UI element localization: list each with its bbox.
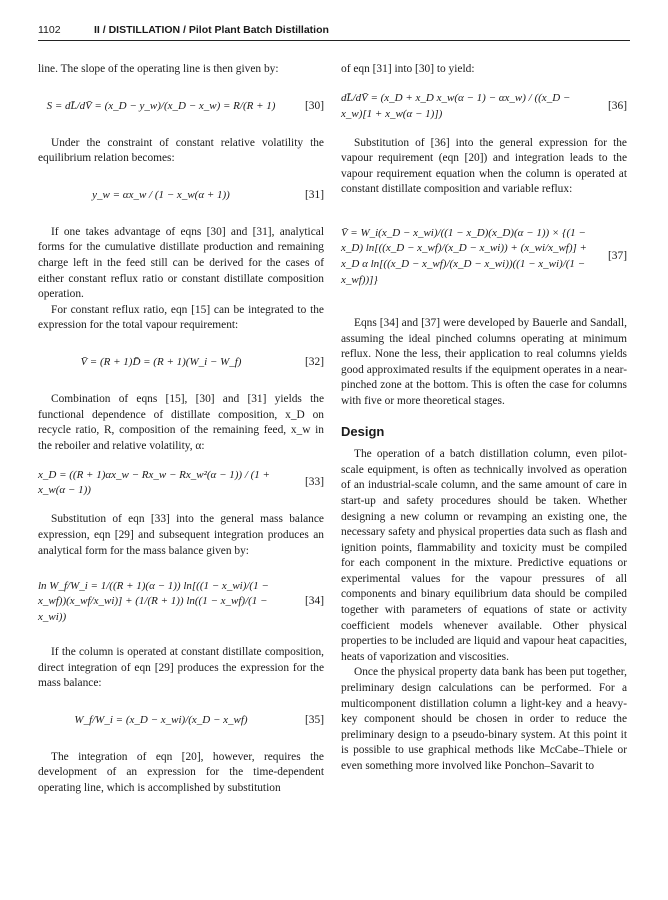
equation-number: [34]	[305, 595, 324, 608]
equation-body: S = dL̄/dV̄ = (x_D − y_w)/(x_D − x_w) = R/(R + 1)	[46, 99, 276, 112]
equation-number: [33]	[305, 476, 324, 489]
right-column	[341, 62, 627, 775]
equation-number: [35]	[305, 714, 324, 727]
paragraph: Substitution of [36] into the general expression for the vapour requirement (eqn [20]) and integration leads to the vapour requirement equation when the column is operated at constant distillate composition and variable reflux:	[341, 136, 627, 196]
equation-34	[38, 569, 324, 635]
paragraph: Substitution of eqn [33] into the general mass balance expression, eqn [29] and subsequent integration produces an analytical form for the mass balance given by:	[38, 513, 324, 557]
paragraph: Under the constraint of constant relative volatility the equilibrium relation becomes:	[38, 136, 324, 165]
paragraph: Eqns [34] and [37] were developed by Bauerle and Sandall, assuming the ideal pinched columns operating at minimum reflux. None the less, their application to real columns yields good approximated results if the equipment operates in a near-pinched zone at the bottom. This is often the case for columns with five or more theoretical stages.	[341, 316, 627, 407]
paragraph: For constant reflux ratio, eqn [15] can be integrated to the expression for the total vapour requirement:	[38, 303, 324, 332]
equation-body: W_f/W_i = (x_D − x_wi)/(x_D − x_wf)	[74, 714, 248, 727]
equation-33	[38, 464, 324, 502]
equation-body: x_D = ((R + 1)αx_w − Rx_w − Rx_w²(α − 1)) / (1 + x_w(α − 1))	[38, 468, 270, 497]
paragraph: Once the physical property data bank has been put together, preliminary design calculations can be performed. For a multicomponent distillation column a light-key and a heavy-key component should be chosen in order to reduce the preliminary design to a pseudo-binary system. At this point it is possible to use graphical methods like McCabe–Thiele or even something more involved like Ponchon–Savarit to	[341, 666, 627, 772]
equation-32	[38, 344, 324, 382]
paragraph: The integration of eqn [20], however, requires the development of an expression for the time-dependent operating line, which is accomplished by substitution	[38, 750, 324, 795]
paragraph: of eqn [31] into [30] to yield:	[341, 63, 475, 75]
equation-number: [30]	[305, 99, 324, 112]
header-rule	[38, 40, 630, 41]
equation-36	[341, 88, 627, 126]
paragraph: If one takes advantage of eqns [30] and [31], analytical forms for the cumulative distillate production and remaining charge left in the feed still can be derived for the cases of either constant reflux ratio or constant distillate composition operation.	[38, 225, 324, 301]
page-header	[38, 22, 630, 40]
paragraph: Combination of eqns [15], [30] and [31] yields the functional dependence of distillate composition, x_D on recycle ratio, R, composition of the remaining feed, x_w in the reboiler and relative volatility, α:	[38, 392, 324, 452]
page-number: 1102	[38, 24, 61, 36]
left-column	[38, 62, 324, 797]
equation-31	[38, 177, 324, 215]
equation-body: dL̄/dV̄ = (x_D + x_D x_w(α − 1) − αx_w) / ((x_D − x_w)[1 + x_w(α − 1)])	[341, 92, 571, 120]
paragraph: If the column is operated at constant distillate composition, direct integration of eqn [29] produces the expression for the mass balance:	[38, 646, 324, 690]
equation-body: V̄ = (R + 1)D̄ = (R + 1)(W_i − W_f)	[80, 356, 242, 369]
paragraph: The operation of a batch distillation column, even pilot-scale equipment, is often as technically involved as operation of an industrial-scale column, and the same amount of care in start-up and safety procedures should be taken. Whether designing a new column or revamping an existing one, the necessary safety and physical properties data such as flash and ignition points, flammability and toxicity must be compiled for each component in the mixture. Predictive equations or experimental values for the vapour pressures of all components and binary equilibrium data should be compiled together with parameters of equations of state or activity coefficient models whenever available. Other physical properties to be included are liquid and vapour heat capacities, heats of vaporization and viscosities.	[341, 448, 627, 663]
equation-37	[341, 208, 627, 306]
equation-number: [32]	[305, 356, 324, 369]
equation-body: ln W_f/W_i = 1/((R + 1)(α − 1)) ln[((1 − x_wi)/(1 − x_wf))(x_wf/x_wi)] + (1/(R + 1)) ln((1 − x_wf)/(1 − x_wi))	[38, 579, 269, 623]
equation-number: [36]	[608, 99, 627, 112]
running-head: II / DISTILLATION / Pilot Plant Batch Distillation	[94, 24, 329, 36]
equation-number: [31]	[305, 188, 324, 201]
equation-35	[38, 702, 324, 740]
paragraph: line. The slope of the operating line is then given by:	[38, 63, 279, 75]
equation-body: V̄ = W_i(x_D − x_wi)/((1 − x_D)(x_D)(α − 1)) × {(1 − x_D) ln[((x_D − x_wf)/(x_D − x_wi)) + (x_wi/x_wf)] + x_D α ln[((x_D − x_wf)/(x_D − x_wi))((1 − x_wi)/(1 − x_wf))]}	[341, 226, 587, 286]
equation-30	[38, 88, 324, 126]
section-heading: Design	[341, 423, 385, 439]
equation-number: [37]	[608, 250, 627, 263]
equation-body: y_w = αx_w / (1 − x_w(α + 1))	[92, 188, 230, 201]
